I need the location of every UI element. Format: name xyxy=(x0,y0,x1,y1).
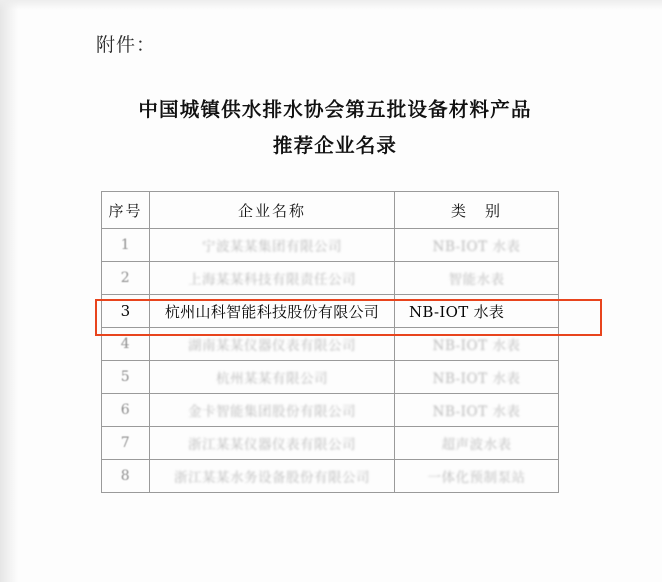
page-edge-shadow-left xyxy=(0,0,18,582)
cell-category: 智能水表 xyxy=(395,262,559,295)
page-edge-shadow-top xyxy=(0,0,662,10)
table-row xyxy=(102,328,559,361)
cell-no: 7 xyxy=(102,427,150,460)
cell-company-name: 浙江某某水务设备股份有限公司 xyxy=(150,460,395,493)
attachment-label: 附件： xyxy=(96,34,157,56)
cell-company-name: 金卡智能集团股份有限公司 xyxy=(150,394,395,427)
cell-company-name: 上海某某科技有限责任公司 xyxy=(150,262,395,295)
cell-company-name: 湖南某某仪器仪表有限公司 xyxy=(150,328,395,361)
cell-category: NB-IOT 水表 xyxy=(395,394,559,427)
cell-company-name: 浙江某某仪器仪表有限公司 xyxy=(150,427,395,460)
page-title xyxy=(100,92,570,164)
cell-no: 1 xyxy=(102,229,150,262)
column-header-category: 类 别 xyxy=(395,192,559,229)
cell-category: 超声波水表 xyxy=(395,427,559,460)
cell-category: NB-IOT 水表 xyxy=(395,295,559,328)
table-row xyxy=(102,262,559,295)
page-title-line-2: 推荐企业名录 xyxy=(272,134,398,157)
table-row xyxy=(102,361,559,394)
page-title-line-1: 中国城镇供水排水协会第五批设备材料产品 xyxy=(138,98,532,121)
column-header-company-name: 企业名称 xyxy=(150,192,395,229)
table-row xyxy=(102,229,559,262)
table-row xyxy=(102,460,559,493)
column-header-no: 序号 xyxy=(102,192,150,229)
cell-no: 5 xyxy=(102,361,150,394)
cell-no: 6 xyxy=(102,394,150,427)
table-header-row xyxy=(102,192,559,229)
table-row-highlighted xyxy=(102,295,559,328)
table-body xyxy=(102,229,559,493)
cell-category: NB-IOT 水表 xyxy=(395,361,559,394)
cell-category: NB-IOT 水表 xyxy=(395,328,559,361)
cell-no: 2 xyxy=(102,262,150,295)
cell-company-name: 宁波某某集团有限公司 xyxy=(150,229,395,262)
cell-category: NB-IOT 水表 xyxy=(395,229,559,262)
cell-company-name: 杭州山科智能科技股份有限公司 xyxy=(150,295,395,328)
cell-category: 一体化预制泵站 xyxy=(395,460,559,493)
cell-no: 4 xyxy=(102,328,150,361)
table-row xyxy=(102,394,559,427)
company-listing-table xyxy=(101,191,559,493)
cell-company-name: 杭州某某有限公司 xyxy=(150,361,395,394)
cell-no: 8 xyxy=(102,460,150,493)
table-row xyxy=(102,427,559,460)
cell-no: 3 xyxy=(102,295,150,328)
